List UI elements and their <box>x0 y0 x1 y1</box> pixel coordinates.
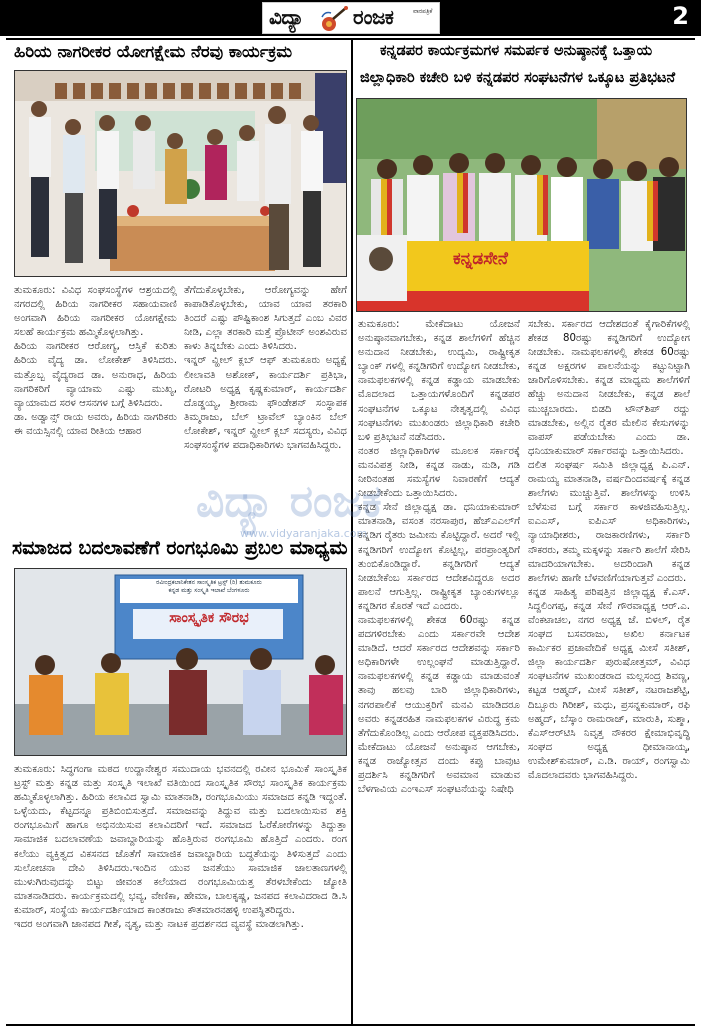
article2-col1-text: ತುಮಕೂರು: ಮೇಕೆದಾಟು ಯೋಜನೆ ಅನುಷ್ಠಾನವಾಗಬೇಕು, ಕನ್ನಡ ಶಾಲೆಗಳಿಗೆ ಹೆಚ್ಚಿನ ಅನುದಾನ ನೀಡಬೇಕು, ಉದ್ಯಮಿ, ರಾಷ್ಟ್ರೀಕೃತ ಬ್ಯಾಂಕ್ ಗಳಲ್ಲಿ ಕನ್ನಡಿಗರಿಗೆ ಉದ್ಯೋಗ ನೀಡಬೇಕು, ನಾಮಫಲಕಗಳಲ್ಲಿ ಕನ್ನಡ ಕಡ್ಡಾಯ ಮಾಡಬೇಕು ಮೊದಲಾದ ಒತ್ತಾಯಗಳೊಂದಿಗೆ ಕನ್ನಡಪರ ಸಂಘಟನೆಗಳ ಒಕ್ಕೂಟ ನೇತೃತ್ವದಲ್ಲಿ ವಿವಿಧ ಸಂಘಟನೆಗಳು ಮುಖಂಡರು ಜಿಲ್ಲಾಧಿಕಾರಿ ಕಚೇರಿ ಬಳಿ ಪ್ರತಿಭಟನೆ ನಡೆಸಿದರು. ನಂತರ ಜಿಲ್ಲಾಧಿಕಾರಿಗಳ ಮೂಲಕ ಸರ್ಕಾರಕ್ಕೆ ಮನವಿಪತ್ರ ನೀಡಿ, ಕನ್ನಡ ನಾಡು, ನುಡಿ, ಗಡಿ ನೀರಿನಂತಹ ಸಮಸ್ಯೆಗಳ ನಿವಾರಣೆಗೆ ಆದ್ಯತೆ ನೀಡಬೇಕೆಂದು ಒತ್ತಾಯಿಸಿದರು. ಕನ್ನಡ ಸೇನೆ ಜಿಲ್ಲಾಧ್ಯಕ್ಷ ಡಾ. ಧನಿಯಾಕುಮಾರ್ ಮಾತನಾಡಿ, ವಸಂತ ನರಸಾಪುರ, ಹೆಚ್‌ಎಎಲ್‌ಗೆ ಕನ್ನಡಿಗ ರೈತರು ಜಮೀನು ಕೊಟ್ಟಿದ್ದಾರೆ. ಅದರೆ ಇಲ್ಲಿ ಕನ್ನಡಿಗರಿಗೆ ಉದ್ಯೋಗ ಕೊಟ್ಟಿಲ್ಲ, ಪರಪ್ರಾಂತ್ಯರಿಗೆ ತುಂಬಿಕೊಂಡಿದ್ದಾರೆ. ಕನ್ನಡಿಗರಿಗೆ ಆದ್ಯತೆ ನೀಡಬೇಕೆಂಬ ಸರ್ಕಾರದ ಆದೇಶವಿದ್ದರೂ ಅದರ ಪಾಲನೆ ಆಗುತ್ತಿಲ್ಲ. ರಾಷ್ಟ್ರೀಕೃತ ಬ್ಯಾಂಕುಗಳಲ್ಲೂ ಕನ್ನಡಿಗರ ಕೊರತೆ ಇದೆ ಎಂದರು. ನಾಮಫಲಕಗಳಲ್ಲಿ ಶೇಕಡ 60ರಷ್ಟು ಕನ್ನಡ ಪದಗಳಿರಬೇಕು ಎಂದು ಸರ್ಕಾರವೇ ಆದೇಶ ಮಾಡಿದೆ. ಆದರೆ ಸರ್ಕಾರದ ಆದೇಶವನ್ನು ಸರ್ಕಾರಿ ಅಧಿಕಾರಿಗಳೇ ಉಲ್ಲಂಘನೆ ಮಾಡುತ್ತಿದ್ದಾರೆ. ನಾಮಫಲಕಗಳಲ್ಲಿ ಕನ್ನಡ ಕಡ್ಡಾಯ ಮಾಡುವಂತೆ ತಾವು ಹಲವು ಬಾರಿ ಜಿಲ್ಲಾಧಿಕಾರಿಗಳು, ನಗರಪಾಲಿಕೆ ಆಯುಕ್ತರಿಗೆ ಮನವಿ ಮಾಡಿದರೂ ಅವರು ಕನ್ನಡರಹಿತ ನಾಮಫಲಕಗಳ ವಿರುದ್ಧ ಕ್ರಮ ತೆಗೆದುಕೊಂಡಿಲ್ಲ ಎಂದು ಆರೋಪ ವ್ಯಕ್ತಪಡಿಸಿದರು. ಮೇಕೆದಾಟು ಯೋಜನೆ ಅನುಷ್ಠಾನ ಆಗಬೇಕು, ಕನ್ನಡ ರಾಜ್ಯೋತ್ಸವ ದಂದು ಕಪ್ಪು ಬಾವುಟ ಪ್ರದರ್ಶಿಸಿ ಕನ್ನಡಿಗರಿಗೆ ಅವಮಾನ ಮಾಡುವ ಬೆಳಗಾವಿಯ ಎಂಇಎಸ್ ಸಂಘಟನೆಯನ್ನು ನಿಷೇಧಿ <box>358 319 520 796</box>
site-watermark: ವಿದ್ಯಾ ರಂಜಕ <box>196 476 382 527</box>
article2-banner-text: ಕನ್ನಡಸೇನೆ <box>453 249 508 269</box>
publication-logo <box>262 2 440 34</box>
article3-photo <box>14 568 347 756</box>
masthead-bar <box>0 0 701 36</box>
article3-banner-line2: ಕನ್ನಡ ಮತ್ತು ಸಂಸ್ಕೃತಿ ಇಲಾಖೆ ಬೆಂಗಳೂರು <box>168 587 250 594</box>
article2-photo <box>356 98 687 312</box>
article1-photo <box>14 70 347 277</box>
article1-col1-text: ತುಮಕೂರು: ವಿವಿಧ ಸಂಘಸಂಸ್ಥೆಗಳ ಆಶ್ರಯದಲ್ಲಿ ನಗರದಲ್ಲಿ ಹಿರಿಯ ನಾಗರೀಕರ ಸಹಾಯವಾಣಿ ಅಂಗವಾಗಿ ಹಿರಿಯ ನಾಗರೀಕರ ಯೋಗಕ್ಷೇಮ ಸಲಹೆ ಕಾರ್ಯಕ್ರಮ ಹಮ್ಮಿಕೊಳ್ಳಲಾಗಿತ್ತು. ಹಿರಿಯ ನಾಗರೀಕರ ಆರೋಗ್ಯ, ಆಸ್ತಿಕೆ ಕುರಿತು ಹಿರಿಯ ವೈದ್ಯ ಡಾ. ಲೋಕೇಶ್ ತಿಳಿಸಿದರು. ಮತ್ತೊಬ್ಬ ವೈದ್ಯರಾದ ಡಾ. ಅನುರಾಧ, ಹಿರಿಯ ನಾಗರಿಕರಿಗೆ ವ್ಯಾಯಾಮ ಎಷ್ಟು ಮುಖ್ಯ, ವ್ಯಾಯಾಮದ ಸರಳ ಆಸನಗಳ ಬಗ್ಗೆ ತಿಳಿಸಿದರು. ಡಾ. ಅಡ್ವಾನ್ಸ್ ರಾಯ ಅವರು, ಹಿರಿಯ ನಾಗರಿಕರು ಈ ವಯಸ್ಸಿನಲ್ಲಿ ಯಾವ ರೀತಿಯ ಆಹಾರ <box>14 285 177 437</box>
article3-banner-line1: ರವೀಂದ್ರಕಲಾನಿಕೇತನ ಸಾಂಸ್ಕೃತಿಕ ಟ್ರಸ್ಟ್ (ರಿ) ತುಮಕೂರು <box>156 579 262 586</box>
logo-weekly-tag: ವಾರಪತ್ರಿಕೆ <box>413 8 433 15</box>
article2-column-2 <box>528 318 690 1022</box>
article3-headline: ಸಮಾಜದ ಬದಲಾವಣೆಗೆ ರಂಗಭೂಮಿ ಪ್ರಬಲ ಮಾಧ್ಯಮ <box>12 537 348 559</box>
logo-text-ranjaka: ರಂಜಕ <box>353 5 394 29</box>
bottom-rule <box>6 1024 695 1026</box>
article2-column-1 <box>358 318 520 1022</box>
page-number: 2 <box>672 2 689 30</box>
article3-banner <box>119 579 299 631</box>
article3-banner-title: ಸಾಂಸ್ಕೃತಿಕ ಸೌರಭ <box>169 610 249 626</box>
article3-body <box>14 763 347 1023</box>
site-watermark-url: www.vidyaranjaka.com <box>240 527 368 540</box>
article2-col2-text: ಸಬೇಕು. ಸರ್ಕಾರದ ಆದೇಶದಂತೆ ಕೈಗಾರಿಕೆಗಳಲ್ಲಿ ಶೇಕಡ 80ರಷ್ಟು ಕನ್ನಡಿಗರಿಗೆ ಉದ್ಯೋಗ ನೀಡಬೇಕು. ನಾಮಫಲಕಗಳಲ್ಲಿ ಶೇಕಡ 60ರಷ್ಟು ಕನ್ನಡ ಅಕ್ಷರಗಳ ಪಾಲನೆಯನ್ನು ಕಟ್ಟುನಿಟ್ಟಾಗಿ ಜಾರಿಗೊಳಿಸಬೇಕು. ಕನ್ನಡ ಮಾಧ್ಯಮ ಶಾಲೆಗಳಿಗೆ ಹೆಚ್ಚು ಅನುದಾನ ನೀಡಬೇಕು, ಕನ್ನಡ ಶಾಲೆ ಮುಚ್ಚಬಾರದು. ಬಿಡದಿ ಟೌನ್‌ಶಿಪ್ ರದ್ದು ಮಾಡಬೇಕು, ಅಲ್ಲಿನ ರೈತರ ಮೇಲಿನ ಕೇಸುಗಳನ್ನು ವಾಪಸ್ ಪಡೆಯಬೇಕು ಎಂದು ಡಾ. ಧನಿಯಾಕುಮಾರ್ ಸರ್ಕಾರವನ್ನು ಒತ್ತಾಯಿಸಿದರು. ದಲಿತ ಸಂಘರ್ಷ ಸಮಿತಿ ಜಿಲ್ಲಾಧ್ಯಕ್ಷ ಪಿ.ಎನ್. ರಾಮಯ್ಯ ಮಾತನಾಡಿ, ವರ್ಷದಿಂದವರ್ಷಕ್ಕೆ ಕನ್ನಡ ಶಾಲೆಗಳು ಮುಚ್ಚುತ್ತಿವೆ. ಶಾಲೆಗಳನ್ನು ಉಳಿಸಿ ಬೆಳೆಸುವ ಬಗ್ಗೆ ಸರ್ಕಾರ ಕಾಳಜಿವಹಿಸುತ್ತಿಲ್ಲ. ಐಎಎಸ್, ಐಪಿಎಸ್ ಅಧಿಕಾರಿಗಳು, ನ್ಯಾಯಾಧೀಶರು, ರಾಜಕಾರಣಿಗಳು, ಸರ್ಕಾರಿ ನೌಕರರು, ತಮ್ಮ ಮಕ್ಕಳನ್ನು ಸರ್ಕಾರಿ ಶಾಲೆಗೆ ಸೇರಿಸಿ ಮಾದರಿಯಾಗಬೇಕು. ಅದರಿಂದಾಗಿ ಕನ್ನಡ ಶಾಲೆಗಳು ಹಾಗೇ ಬೆಳವಣಿಗೆಯಾಗುತ್ತವೆ ಎಂದರು. ಕನ್ನಡ ಸಾಹಿತ್ಯ ಪರಿಷತ್ತಿನ ಜಿಲ್ಲಾಧ್ಯಕ್ಷ ಕೆ.ಎಸ್. ಸಿದ್ದಲಿಂಗಪ್ಪ, ಕನ್ನಡ ಸೇನೆ ಗೌರವಾಧ್ಯಕ್ಷ ಆರ್.ಎ. ವೆಂಕಟಾಚಲ, ನಗರ ಅಧ್ಯಕ್ಷ ಜೆ. ಬಿಳಲ್, ರೈತ ಸಂಘದ ಬಸವರಾಜು, ಅಖಿಲ ಕರ್ನಾಟಕ ಕಾರ್ಮಿಕರ ಪ್ರಜಾವೇದಿಕೆ ಅಧ್ಯಕ್ಷ ಮೀಸೆ ಸತೀಶ್, ಜಿಲ್ಲಾ ಕಾರ್ಯದರ್ಶಿ ಪುರುಷೋತ್ತಮ್, ವಿವಿಧ ಸಂಘಟನೆಗಳ ಮುಖಂಡರಾದ ಮಲ್ಲಸಂದ್ರ ಶಿವಣ್ಣ, ಕಟ್ಟಡ ಆಹ್ಮದ್, ಮೀಸೆ ಸತೀಶ್, ನಟರಾಜಶೆಟ್ಟಿ, ದಿಬ್ಬೂರು ಗಿರೀಶ್, ಮಧು, ಪ್ರಸನ್ನಕುಮಾರ್, ರಫಿ ಅಹ್ಮದ್, ಬೆಸ್ಕಾಂ ರಾಮರಾಜ್, ಮಾರುತಿ, ಸುಶ್ಮಾ, ಕೆಎಸ್‌ಆರ್‌ಟಿಸಿ ನಿವೃತ್ತ ನೌಕರರ ಕ್ಷೇಮಾಭಿವೃದ್ಧಿ ಸಂಘದ ಅಧ್ಯಕ್ಷ ಧೀಮಾನಾಯ್ಕ, ಉಮೇಶ್‌ಕುಮಾರ್, ಎ.ಡಿ. ರಾಯ್, ರಂಗಸ್ವಾಮಿ ಮೊದಲಾದವರು ಭಾಗವಹಿಸಿದ್ದರು. <box>528 319 690 781</box>
veena-emblem-icon <box>319 5 349 33</box>
article1-col2-text: ತೆಗೆದುಕೊಳ್ಳಬೇಕು, ಆರೋಗ್ಯವನ್ನು ಹೇಗೆ ಕಾಪಾಡಿಕೊಳ್ಳಬೇಕು, ಯಾವ ಯಾವ ತರಕಾರಿ ತಿಂದರೆ ಎಷ್ಟು ಪೌಷ್ಟಿಕಾಂಶ ಸಿಗುತ್ತದೆ ಎಂಬ ವಿವರ ನೀಡಿ, ಎಲ್ಲಾ ತರಕಾರಿ ಮತ್ತೆ ಪ್ರೊಟೀನ್ ಅಂಶವಿರುವ ಕಾಳು ತಿನ್ನಬೇಕು ಎಂದು ತಿಳಿಸಿದರು. ಇನ್ನರ್ ವ್ಹೀಲ್ ಕ್ಲಬ್ ಆಫ್ ತುಮಕೂರು ಅಧ್ಯಕ್ಷೆ ಲೀಲಾವತಿ ಅಶೋಕ್, ಕಾರ್ಯದರ್ಶಿ ಪ್ರತಿಭಾ, ರೋಟರಿ ಅಧ್ಯಕ್ಷ ಕೃಷ್ಣಕುಮಾರ್, ಕಾರ್ಯದರ್ಶಿ ದೊಡ್ಡಯ್ಯ, ಶ್ರೀರಾಮ ಫೌಂಡೇಶನ್ ಸಂಸ್ಥಾಪಕ ತಿಮ್ಮರಾಜು, ಬೆಲ್ ಟ್ರಾವೆಲ್ ಬ್ಯಾಂಕಿನ ಬೆಲ್ ಲೋಕೇಶ್, ಇನ್ನರ್ ವ್ಹೀಲ್ ಕ್ಲಬ್ ಸದಸ್ಯರು, ವಿವಿಧ ಸಂಘಸಂಸ್ಥೆಗಳ ಪದಾಧಿಕಾರಿಗಳು ಭಾಗವಹಿಸಿದ್ದರು. <box>184 285 347 452</box>
article2-headline-line1: ಕನ್ನಡಪರ ಕಾರ್ಯಕ್ರಮಗಳ ಸಮರ್ಪಕ ಅನುಷ್ಠಾನಕ್ಕೆ ಒತ್ತಾಯ <box>380 43 653 59</box>
article2-headline-line2: ಜಿಲ್ಲಾಧಿಕಾರಿ ಕಚೇರಿ ಬಳಿ ಕನ್ನಡಪರ ಸಂಘಟನೆಗಳ ಒಕ್ಕೂಟ ಪ್ರತಿಭಟನೆ <box>360 70 676 86</box>
article1-headline: ಹಿರಿಯ ನಾಗರೀಕರ ಯೋಗಕ್ಷೇಮ ನೆರವು ಕಾರ್ಯಕ್ರಮ <box>14 42 293 61</box>
article3-body-text: ತುಮಕೂರು: ಸಿದ್ಧಗಂಗಾ ಮಠದ ಉದ್ದಾನೇಶ್ವರ ಸಮುದಾಯ ಭವನದಲ್ಲಿ ರವೀನ ಭೂಮಿಕೆ ಸಾಂಸ್ಕೃತಿಕ ಟ್ರಸ್ಟ್ ಮತ್ತು ಕನ್ನಡ ಮತ್ತು ಸಂಸ್ಕೃತಿ ಇಲಾಖೆ ವತಿಯಿಂದ ಸಾಂಸ್ಕೃತಿಕ ಸೌರಭ ಸಾಂಸ್ಕೃತಿಕ ಕಾರ್ಯಕ್ರಮ ಹಮ್ಮಿಕೊಳ್ಳಲಾಗಿತ್ತು. ಹಿರಿಯ ಕಲಾವಿದ ಸ್ವಾಮಿ ಮಾತನಾಡಿ, ರಂಗಭೂಮಿಯು ಸಮಾಜದ ಕನ್ನಡಿ ಇದ್ದಂತೆ. ಒಳ್ಳೆಯದು, ಕೆಟ್ಟದನ್ನೂ ಪ್ರತಿಬಿಂಬಿಸುತ್ತದೆ. ಸಮಾಜವನ್ನು ತಿದ್ದುವ ಮತ್ತು ಬದಲಾಯಿಸುವ ಶಕ್ತಿ ರಂಗಭೂಮಿಗೆ ಹಾಗೂ ಅಭಿನಯಿಸುವ ಕಲಾವಿದರಿಗೆ ಇದೆ. ಸಮಾಜದ ಓರೆಕೋರೆಗಳನ್ನು ತಿದ್ದುತ್ತಾ ಸಾಮಾಜಿಕ ಬದಲಾವಣೆಯ ಜವಾಬ್ದಾರಿಯನ್ನು ಹೊತ್ತಿರುವ ರಂಗಭೂಮಿ ಹೊತ್ತಿದೆ ಎಂದರು. ರಂಗ ಕಲೆಯು ವ್ಯಕ್ತಿತ್ವದ ವಿಕಸನದ ಜೊತೆಗೆ ಸಾಮಾಜಿಕ ಜವಾಬ್ದಾರಿಯ ಬದ್ಧತೆಯನ್ನು ತಿಳಿಸುತ್ತದೆ ಎಂದು ಸುಲೋಚನಾ ದೇವಿ ತಿಳಿಸಿದರು.ಇಂದಿನ ಯುವ ಜನತೆಯು ಸಾಮಾಜಿಕ ಜಾಲತಾಣಗಳಲ್ಲಿ ಮುಳುಗಿರುವುದನ್ನು ಬಿಟ್ಟು ಜೀವಂತ ಕಲೆಯಾದ ರಂಗಭೂಮಿಯತ್ತ ತೆರಳಬೇಕೆಂದು ಜ್ಯೋತಿ ಮಾತನಾಡಿದರು. ಕಾರ್ಯಕ್ರಮದಲ್ಲಿ ಭವ್ಯ, ವೇಣಿಕಾ, ಹೇಮಾ, ಬಾಲಕೃಷ್ಣ, ಜನಪದ ಕಲಾವಿದರಾದ ಡಿ.ಸಿ ಕುಮಾರ್, ಸಂಸ್ಥೆಯ ಕಾರ್ಯದರ್ಶಿಯಾದ ಕಾಂತರಾಜು ಕೌತಮಾರನಹಳ್ಳಿ ಉಪಸ್ಥಿತರಿದ್ದರು. ಇದರ ಅಂಗವಾಗಿ ಜಾನಪದ ಗೀತೆ, ನೃತ್ಯ, ಮತ್ತು ನಾಟಕ ಪ್ರದರ್ಶನದ ವ್ಯವಸ್ಥೆ ಮಾಡಲಾಗಿತ್ತು. <box>14 764 347 931</box>
logo-text-vidya: ವಿದ್ಯಾ <box>269 5 304 29</box>
article1-column-1 <box>14 284 177 534</box>
